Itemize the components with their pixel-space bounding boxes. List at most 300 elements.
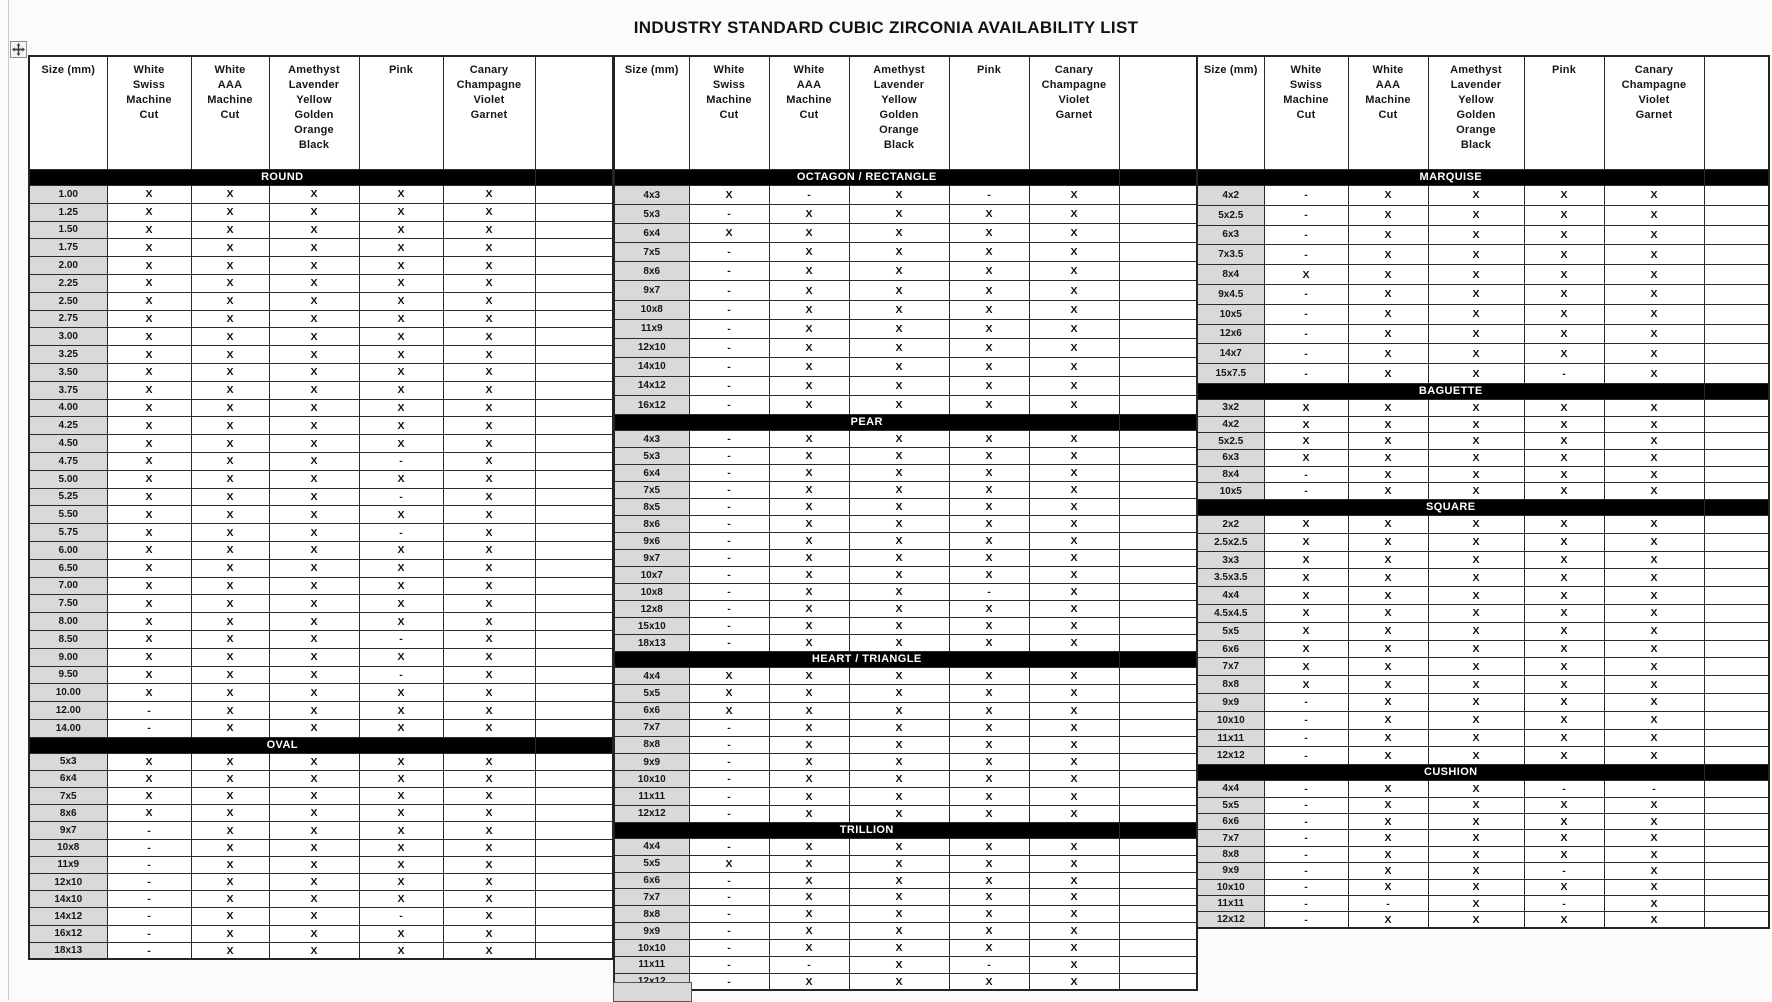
availability-cell: - [1604,781,1704,797]
empty-cell [1119,499,1197,516]
empty-cell [1704,569,1769,587]
availability-cell: X [769,736,849,753]
empty-cell [1119,601,1197,618]
empty-cell [1119,805,1197,822]
section-banner: OCTAGON / RECTANGLE [614,170,1119,186]
size-cell: 7x7 [1197,830,1264,846]
availability-cell: X [1029,754,1119,771]
availability-cell: X [191,292,269,310]
section-banner-fill [1119,652,1197,668]
section-banner: BAGUETTE [1197,383,1704,399]
size-cell: 6x6 [1197,814,1264,830]
table-row [29,684,613,702]
availability-cell: X [1264,569,1348,587]
empty-cell [535,381,613,399]
availability-cell: X [107,648,191,666]
availability-cell: X [1029,338,1119,357]
availability-cell: X [1428,863,1524,879]
empty-cell [535,648,613,666]
availability-cell: X [1029,771,1119,788]
availability-cell: X [1524,912,1604,928]
availability-cell: X [769,396,849,415]
size-cell: 7x5 [29,788,107,805]
availability-cell: X [191,630,269,648]
availability-cell: X [359,753,443,770]
table-row [614,431,1197,448]
availability-cell: X [1604,895,1704,911]
size-cell: 8x5 [614,499,689,516]
availability-cell: X [443,292,535,310]
availability-cell: X [1524,830,1604,846]
availability-cell: X [443,684,535,702]
empty-cell [1704,450,1769,467]
availability-cell: X [269,684,359,702]
table-row [1197,466,1769,483]
empty-cell [535,363,613,381]
availability-cell: X [443,363,535,381]
availability-cell: X [443,770,535,787]
availability-cell: X [443,470,535,488]
availability-cell: X [269,630,359,648]
availability-cell: X [1524,265,1604,285]
empty-cell [1704,245,1769,265]
table-row [29,839,613,856]
availability-cell: X [1029,584,1119,601]
availability-cell: X [1524,879,1604,895]
availability-cell: - [1524,895,1604,911]
availability-cell: X [1348,846,1428,862]
availability-cell: - [689,262,769,281]
availability-cell: X [1604,676,1704,694]
availability-cell: X [269,702,359,720]
availability-cell: X [269,942,359,959]
table-row [1197,533,1769,551]
availability-cell: X [1264,265,1348,285]
availability-cell: X [1264,399,1348,416]
availability-cell: X [1348,863,1428,879]
availability-cell: X [1264,676,1348,694]
availability-cell: X [1428,912,1524,928]
availability-cell: X [1428,225,1524,245]
availability-cell: X [269,186,359,204]
availability-cell: X [191,595,269,613]
availability-cell: - [1264,863,1348,879]
size-cell: 12x10 [614,338,689,357]
availability-cell: X [443,702,535,720]
availability-cell: X [191,891,269,908]
availability-cell: X [1029,906,1119,923]
table-row [614,448,1197,465]
empty-cell [1704,781,1769,797]
availability-cell: - [1524,781,1604,797]
availability-cell: - [689,923,769,940]
size-cell: 4x2 [1197,416,1264,433]
availability-cell: X [359,257,443,275]
empty-cell [1119,788,1197,805]
availability-cell: X [359,648,443,666]
availability-cell: X [269,488,359,506]
table-row [1197,797,1769,813]
availability-cell: X [1428,569,1524,587]
availability-cell: X [1428,324,1524,344]
availability-cell: X [191,186,269,204]
size-cell: 4x4 [1197,587,1264,605]
availability-cell: X [359,770,443,787]
availability-cell: X [689,668,769,685]
availability-cell: X [849,338,949,357]
availability-cell: X [359,292,443,310]
availability-cell: X [107,577,191,595]
size-cell: 9.00 [29,648,107,666]
availability-cell: X [1524,225,1604,245]
availability-cell: X [949,224,1029,243]
table-row [1197,265,1769,285]
table-row [614,499,1197,516]
empty-cell [535,506,613,524]
availability-cell: X [269,292,359,310]
table-row [29,435,613,453]
availability-cell: X [191,805,269,822]
empty-cell [1119,957,1197,974]
empty-cell [1704,658,1769,676]
table-row [1197,711,1769,729]
size-cell: 18x13 [614,635,689,652]
availability-cell: X [269,613,359,631]
availability-cell: X [359,435,443,453]
availability-cell: X [359,274,443,292]
size-cell: 6x4 [614,224,689,243]
availability-cell: X [1524,245,1604,265]
availability-cell: X [107,524,191,542]
availability-cell: X [1428,516,1524,534]
availability-cell: X [1029,618,1119,635]
size-cell: 1.50 [29,221,107,239]
availability-cell: - [107,942,191,959]
availability-cell: X [107,363,191,381]
color-column-header: Canary Champagne Violet Garnet [1029,56,1119,170]
availability-cell: X [769,482,849,499]
availability-cell: X [1428,622,1524,640]
size-cell: 14x10 [29,891,107,908]
size-cell: 8x8 [1197,676,1264,694]
empty-cell [1704,466,1769,483]
empty-cell [535,470,613,488]
availability-cell: X [443,595,535,613]
availability-cell: X [949,448,1029,465]
section-banner-fill [1119,415,1197,431]
section-banner-fill [1119,822,1197,838]
availability-cell: X [1029,838,1119,855]
availability-cell: X [1524,658,1604,676]
availability-cell: X [1428,879,1524,895]
table-row [614,957,1197,974]
availability-cell: X [949,923,1029,940]
availability-cell: - [769,186,849,205]
table-row [614,855,1197,872]
availability-cell: X [1604,344,1704,364]
availability-cell: X [1428,265,1524,285]
availability-cell: X [107,559,191,577]
color-column-header: Amethyst Lavender Yellow Golden Orange Black [269,56,359,170]
availability-cell: - [107,839,191,856]
table-row [29,257,613,275]
availability-cell: X [949,396,1029,415]
availability-cell: X [443,630,535,648]
table-row [29,702,613,720]
availability-cell: - [689,771,769,788]
availability-cell: - [1264,364,1348,384]
empty-cell [535,310,613,328]
empty-column-header [535,56,613,170]
table-row [614,550,1197,567]
availability-cell: X [769,838,849,855]
availability-cell: X [1029,685,1119,702]
size-cell: 10x10 [1197,711,1264,729]
availability-cell: X [849,431,949,448]
size-cell: 5x3 [29,753,107,770]
empty-cell [1119,376,1197,395]
size-column-header: Size (mm) [29,56,107,170]
availability-cell: X [1428,483,1524,500]
availability-cell: X [107,239,191,257]
availability-cell: X [1604,729,1704,747]
empty-cell [1119,838,1197,855]
availability-cell: - [1264,483,1348,500]
availability-cell: X [269,435,359,453]
availability-cell: X [849,357,949,376]
availability-cell: X [849,243,949,262]
availability-cell: X [359,541,443,559]
size-cell: 11x9 [29,856,107,873]
availability-cell: X [949,431,1029,448]
availability-cell: X [1264,551,1348,569]
empty-cell [535,805,613,822]
availability-cell: X [1029,889,1119,906]
availability-cell: X [1428,284,1524,304]
availability-cell: X [1428,711,1524,729]
availability-cell: X [1264,622,1348,640]
empty-cell [1704,640,1769,658]
color-column-header: White Swiss Machine Cut [689,56,769,170]
availability-cell: X [689,855,769,872]
availability-cell: X [269,257,359,275]
availability-cell: - [689,482,769,499]
availability-cell: X [1264,416,1348,433]
availability-cell: X [769,205,849,224]
availability-cell: X [443,856,535,873]
section-banner: OVAL [29,737,535,753]
empty-cell [535,221,613,239]
availability-cell: X [191,559,269,577]
empty-cell [535,417,613,435]
availability-cell: X [1264,658,1348,676]
empty-cell [535,274,613,292]
availability-cell: X [1524,324,1604,344]
table-row [29,541,613,559]
table-row [29,524,613,542]
table-row [29,221,613,239]
table-row [29,753,613,770]
empty-cell [1704,205,1769,225]
table-row [29,630,613,648]
table-row [29,856,613,873]
size-cell: 10x5 [1197,483,1264,500]
availability-cell: - [949,957,1029,974]
page-left-edge-line [8,0,9,1000]
size-cell: 2.75 [29,310,107,328]
availability-cell: - [689,533,769,550]
size-cell: 1.00 [29,186,107,204]
availability-cell: X [1264,533,1348,551]
availability-cell: X [949,567,1029,584]
availability-cell: X [949,838,1029,855]
empty-cell [1119,205,1197,224]
availability-cell: X [849,319,949,338]
availability-cell: X [359,613,443,631]
table-row [29,874,613,891]
size-cell: 18x13 [29,942,107,959]
availability-cell: X [191,942,269,959]
availability-cell: X [1428,364,1524,384]
empty-cell [1704,284,1769,304]
availability-cell: X [107,805,191,822]
availability-cell: X [1428,605,1524,623]
availability-cell: X [769,940,849,957]
empty-cell [1119,855,1197,872]
table-row [29,719,613,737]
availability-cell: X [1029,923,1119,940]
availability-cell: X [849,889,949,906]
table-row [1197,516,1769,534]
availability-cell: X [849,262,949,281]
table-row [29,274,613,292]
table-move-handle[interactable] [10,41,27,58]
size-cell: 4.75 [29,452,107,470]
availability-cell: X [359,328,443,346]
size-cell: 16x12 [614,396,689,415]
empty-cell [1704,912,1769,928]
availability-cell: X [107,310,191,328]
empty-cell [1119,771,1197,788]
empty-cell [535,328,613,346]
availability-cell: X [1524,846,1604,862]
availability-cell: X [1604,569,1704,587]
availability-cell: - [689,448,769,465]
availability-cell: - [689,754,769,771]
availability-cell: X [1604,658,1704,676]
availability-cell: X [107,753,191,770]
availability-cell: X [269,417,359,435]
availability-cell: X [1604,814,1704,830]
availability-cell: X [849,702,949,719]
size-cell: 6x4 [29,770,107,787]
availability-cell: X [949,300,1029,319]
availability-cell: X [949,872,1029,889]
availability-cell: X [1428,797,1524,813]
availability-cell: X [191,925,269,942]
empty-cell [535,770,613,787]
availability-cell: X [1428,245,1524,265]
availability-cell: X [1604,533,1704,551]
empty-cell [535,874,613,891]
availability-cell: X [1428,304,1524,324]
availability-cell: X [1604,551,1704,569]
availability-cell: X [769,872,849,889]
availability-cell: X [107,346,191,364]
table-row [614,338,1197,357]
availability-cell: X [107,435,191,453]
availability-cell: - [1264,304,1348,324]
section-banner-fill [535,170,613,186]
table-marquise-baguette-square-cushion [1196,55,1770,929]
availability-cell: X [359,856,443,873]
empty-cell [535,925,613,942]
availability-cell: X [1604,466,1704,483]
availability-cell: X [849,584,949,601]
empty-cell [1119,300,1197,319]
size-column-header: Size (mm) [1197,56,1264,170]
availability-cell: - [107,719,191,737]
availability-cell: X [769,618,849,635]
empty-cell [535,891,613,908]
availability-cell: X [1604,797,1704,813]
availability-cell: X [849,499,949,516]
availability-cell: X [949,736,1029,753]
empty-cell [1704,364,1769,384]
size-cell: 5x2.5 [1197,205,1264,225]
size-cell: 5.00 [29,470,107,488]
availability-cell: X [191,684,269,702]
availability-cell: - [107,856,191,873]
size-cell: 12.00 [29,702,107,720]
availability-cell: - [1264,344,1348,364]
availability-cell: X [1604,846,1704,862]
size-cell: 3.50 [29,363,107,381]
section-banner: PEAR [614,415,1119,431]
table-row [1197,344,1769,364]
table-row [29,346,613,364]
availability-cell: X [1524,729,1604,747]
availability-cell: X [769,889,849,906]
size-cell: 14x10 [614,357,689,376]
table-row [29,559,613,577]
empty-cell [1119,550,1197,567]
size-cell: 6x3 [1197,225,1264,245]
availability-cell: X [769,973,849,990]
empty-cell [1119,338,1197,357]
size-cell: 7x7 [614,889,689,906]
availability-cell: X [1029,668,1119,685]
table-row [614,702,1197,719]
section-banner-fill [1704,170,1769,186]
size-cell: 5x2.5 [1197,433,1264,450]
size-cell: 16x12 [29,925,107,942]
availability-cell: X [1604,711,1704,729]
size-cell: 7x5 [614,482,689,499]
availability-cell: X [849,300,949,319]
availability-cell: X [849,923,949,940]
availability-cell: X [443,239,535,257]
availability-cell: X [269,891,359,908]
availability-cell: X [269,770,359,787]
availability-cell: X [107,328,191,346]
availability-cell: X [949,243,1029,262]
empty-cell [1119,906,1197,923]
empty-cell [1119,635,1197,652]
availability-cell: X [949,465,1029,482]
size-cell: 9x9 [1197,694,1264,712]
size-cell: 14x7 [1197,344,1264,364]
